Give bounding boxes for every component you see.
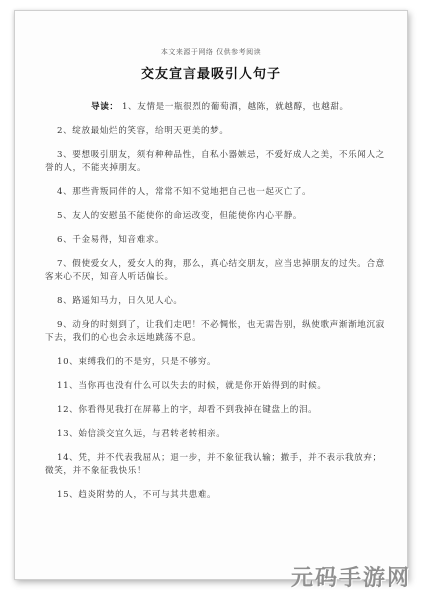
intro-label: 导读： [91, 102, 119, 112]
document-body [45, 101, 385, 513]
source-note: 本文来源于网络 仅供参考阅读 [160, 48, 262, 56]
quote-item: 8、路遥知马力，日久见人心。 [57, 296, 183, 306]
quote-item: 5、友人的安慰虽不能使你的命运改变，但能使你内心平静。 [57, 211, 303, 221]
document-page [14, 10, 408, 580]
quote-item: 3、要想吸引朋友，须有种种品性，自私小器嫉忌，不爱好成人之美，不乐闻人之誉的人，不能夹掉朋友。 [45, 150, 385, 173]
intro-paragraph [45, 101, 385, 114]
quote-item: 7、假使爱女人，爱女人的狗，那么，真心结交朋友，应当忠掉朋友的过失。合意客来心不厌，知音人听话偏长。 [45, 259, 385, 282]
intro-text: 1、友情是一瓶很烈的葡萄酒，越陈，就越醇，也越甜。 [121, 102, 349, 112]
quote-item: 15、趋炎附势的人，不可与其共患难。 [57, 490, 217, 500]
site-watermark: 元码手游网 [290, 566, 411, 591]
quote-item: 10、束缚我们的不是穷，只是不够穷。 [57, 357, 217, 367]
document-title: 交友宣言最吸引人句子 [140, 67, 281, 82]
quote-item: 6、千金易得，知音难求。 [57, 235, 165, 245]
quote-item: 11、当你再也没有什么可以失去的时候，就是你开始得到的时候。 [57, 381, 327, 391]
quote-item: 9、动身的时刻到了，让我们走吧！不必惆怅，也无需告别，纵使歌声渐渐地沉寂下去，我们的心也会永远地跳荡不息。 [45, 320, 385, 343]
quote-item: 4、那些背叛同伴的人，常常不知不觉地把自己也一起灭亡了。 [57, 187, 312, 197]
quote-item: 14、凭，并不代表我屈从；退一步，并不象征我认输；撤手，并不表示我放弃；微笑，并不象征我快乐！ [45, 453, 382, 476]
quote-item: 2、绽放最灿烂的笑容，给明天更美的梦。 [57, 126, 229, 136]
quote-item: 12、你看得见我打在屏幕上的字，却看不到我掉在键盘上的泪。 [57, 405, 318, 415]
quote-item: 13、始信淡交宜久远，与君转老转相亲。 [57, 429, 226, 439]
